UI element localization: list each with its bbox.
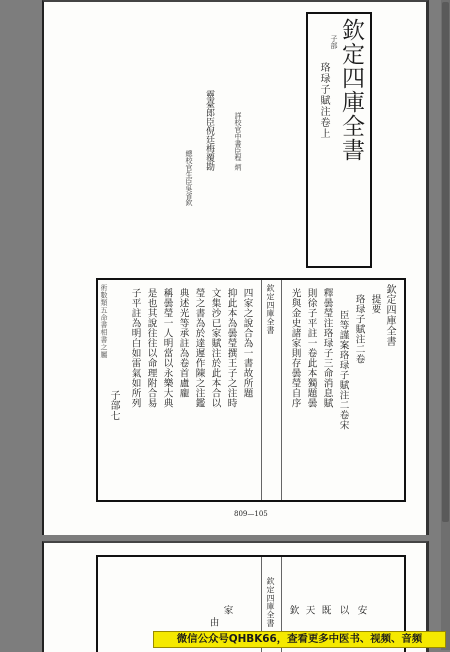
credit-proofreader: 詳校官中書臣程 炳: [234, 112, 242, 171]
frame-col-4: 釋曇瑩注珞琭子三命消息賦: [321, 288, 333, 408]
frame-col-header: 欽定四庫全書: [266, 284, 275, 335]
frame-col-12: 稱曇瑩一人明當以永樂大典: [161, 288, 173, 408]
frame2-col-2: 家: [221, 605, 233, 615]
frame2-col-6: 以: [337, 605, 349, 615]
frame-col-2: 珞琭子賦注二卷: [353, 294, 365, 364]
column-divider: [281, 280, 282, 500]
book-title: 珞琭子賦注卷上: [318, 62, 329, 139]
credit-chief-editor: 總校官生臣吳省欽: [185, 150, 193, 206]
frame-col-11: 典述光等承註為卷首盧龐: [177, 288, 189, 398]
credit-reviewer: 靈臺郎臣倪廷梅覆勘: [204, 90, 214, 171]
frame-col-1: 提要: [369, 294, 381, 314]
frame-col-14: 子平註為明白如雷氣如所列: [129, 288, 141, 408]
scrollbar-thumb[interactable]: [442, 2, 449, 522]
frame-col-6: 光與金史諸家則存曇瑩自序: [289, 288, 301, 408]
text-frame: [96, 278, 406, 502]
page-number: 809—105: [234, 510, 268, 518]
frame-col-5: 則徐子平註一卷此本獨題曇: [305, 288, 317, 408]
column-divider: [261, 280, 262, 500]
frame-col-0: 欽定四庫全書: [384, 284, 395, 347]
frame-col-7: 四家之說合為一書故所題: [241, 288, 253, 398]
frame2-col-7: 安: [355, 605, 367, 615]
frame-col-9: 文集沙已家賦注於此本合以: [209, 288, 221, 408]
scanned-page: [42, 0, 429, 535]
frame-category: 術數類五命書相書之屬: [100, 284, 108, 358]
frame2-col-3: 欽: [287, 605, 299, 615]
title-box: [306, 12, 372, 268]
promo-banner: 微信公众号QHBK66，查看更多中医书、视频、音频: [153, 631, 446, 648]
frame2-col-4: 天: [303, 605, 315, 615]
section-label: 子部: [330, 35, 338, 49]
frame2-col-1: 由: [207, 617, 219, 627]
frame-col-13: 是也其說往往以命理附合易: [145, 288, 157, 408]
frame2-header: 欽定四庫全書: [266, 577, 275, 628]
frame-section-label: 子部七: [108, 390, 119, 422]
frame-col-3: 臣等謹案珞琭子賦注二卷宋: [337, 310, 349, 430]
frame-col-8: 抑此本為曇瑩撰王子之注時: [225, 288, 237, 408]
collection-title: 欽定四庫全書: [338, 18, 364, 162]
frame2-col-5: 既: [319, 605, 331, 615]
frame-col-10: 瑩之書為於達遲作陳之注鑑: [193, 288, 205, 408]
